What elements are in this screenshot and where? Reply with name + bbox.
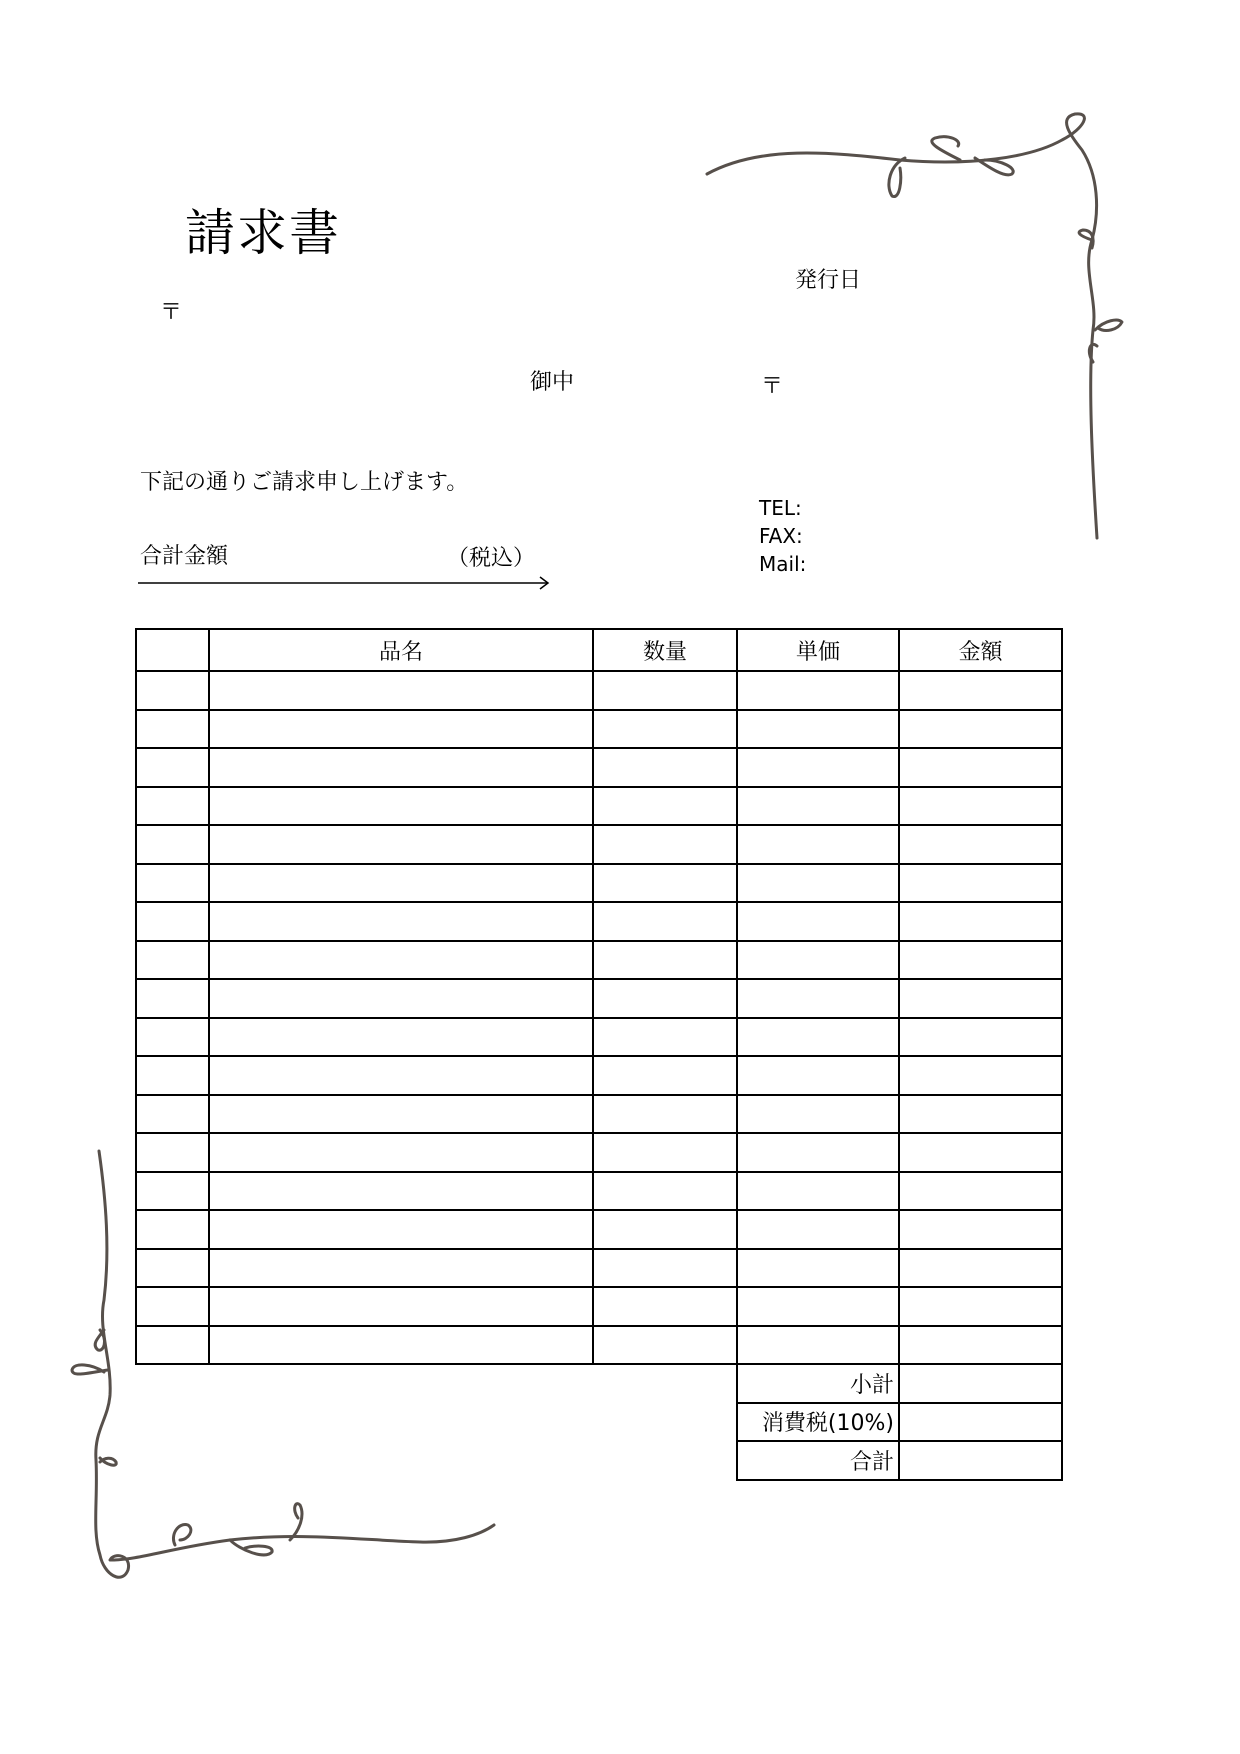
table-row bbox=[136, 1326, 1062, 1365]
table-cell-unit-price bbox=[737, 825, 899, 864]
table-cell-amount bbox=[899, 1056, 1062, 1095]
summary-section bbox=[136, 1364, 1062, 1480]
table-cell-quantity bbox=[593, 979, 737, 1018]
vine-curl bbox=[889, 158, 905, 197]
sender-fax-label: FAX: bbox=[759, 524, 803, 548]
subtotal-label: 小計 bbox=[737, 1364, 899, 1403]
table-cell-unit-price bbox=[737, 1133, 899, 1172]
table-row bbox=[136, 941, 1062, 980]
vine-curl bbox=[1089, 344, 1097, 362]
table-cell-index bbox=[136, 825, 209, 864]
page-title: 請求書 bbox=[185, 204, 341, 262]
table-cell-item-name bbox=[209, 1172, 593, 1211]
table-cell-unit-price bbox=[737, 1210, 899, 1249]
table-cell-quantity bbox=[593, 1095, 737, 1134]
sender-postal-mark: 〒 bbox=[761, 374, 784, 399]
tax-included-note: （税込） bbox=[447, 546, 536, 571]
table-row bbox=[136, 1287, 1062, 1326]
table-row bbox=[136, 787, 1062, 826]
table-cell-index bbox=[136, 1018, 209, 1057]
summary-spacer bbox=[136, 1364, 737, 1403]
vine-curl bbox=[932, 137, 960, 160]
table-cell-amount bbox=[899, 1287, 1062, 1326]
issue-date-label: 発行日 bbox=[795, 268, 862, 293]
table-cell-quantity bbox=[593, 1287, 737, 1326]
vine-curl bbox=[173, 1525, 190, 1545]
table-cell-quantity bbox=[593, 864, 737, 903]
table-row bbox=[136, 864, 1062, 903]
table-cell-index bbox=[136, 710, 209, 749]
table-cell-index bbox=[136, 787, 209, 826]
table-cell-item-name bbox=[209, 941, 593, 980]
grand-total-label: 合計 bbox=[737, 1441, 899, 1480]
table-cell-unit-price bbox=[737, 787, 899, 826]
vine-curl bbox=[230, 1540, 272, 1555]
table-cell-item-name bbox=[209, 671, 593, 710]
table-cell-index bbox=[136, 1210, 209, 1249]
summary-spacer bbox=[136, 1441, 737, 1480]
table-row bbox=[136, 1056, 1062, 1095]
table-cell-amount bbox=[899, 1095, 1062, 1134]
table-cell-unit-price bbox=[737, 1056, 899, 1095]
table-cell-item-name bbox=[209, 1056, 593, 1095]
table-cell-quantity bbox=[593, 1172, 737, 1211]
table-row bbox=[136, 979, 1062, 1018]
recipient-postal-mark: 〒 bbox=[160, 300, 183, 325]
table-cell-item-name bbox=[209, 1095, 593, 1134]
subtotal-value bbox=[899, 1364, 1062, 1403]
table-row bbox=[136, 1172, 1062, 1211]
table-cell-quantity bbox=[593, 787, 737, 826]
table-cell-unit-price bbox=[737, 1172, 899, 1211]
table-row bbox=[136, 1210, 1062, 1249]
table-cell-unit-price bbox=[737, 1326, 899, 1365]
table-cell-unit-price bbox=[737, 941, 899, 980]
sender-tel-label: TEL: bbox=[759, 496, 802, 520]
header-item-name: 品名 bbox=[209, 629, 593, 671]
table-cell-amount bbox=[899, 825, 1062, 864]
table-cell-index bbox=[136, 941, 209, 980]
vine-decoration-top-right bbox=[707, 114, 1122, 538]
table-cell-unit-price bbox=[737, 710, 899, 749]
table-row bbox=[136, 1018, 1062, 1057]
table-cell-quantity bbox=[593, 1249, 737, 1288]
header-index bbox=[136, 629, 209, 671]
table-cell-index bbox=[136, 1326, 209, 1365]
vine-curl bbox=[100, 1458, 116, 1465]
grand-total-value bbox=[899, 1441, 1062, 1480]
table-cell-quantity bbox=[593, 710, 737, 749]
consumption-tax-value bbox=[899, 1403, 1062, 1442]
table-cell-item-name bbox=[209, 902, 593, 941]
table-cell-item-name bbox=[209, 979, 593, 1018]
table-cell-amount bbox=[899, 748, 1062, 787]
table-cell-amount bbox=[899, 1326, 1062, 1365]
table-cell-unit-price bbox=[737, 1095, 899, 1134]
invoice-table bbox=[135, 628, 1063, 1481]
table-cell-item-name bbox=[209, 1287, 593, 1326]
table-cell-item-name bbox=[209, 1249, 593, 1288]
table-cell-quantity bbox=[593, 902, 737, 941]
table-cell-amount bbox=[899, 902, 1062, 941]
table-cell-index bbox=[136, 1287, 209, 1326]
table-row bbox=[136, 1095, 1062, 1134]
table-cell-item-name bbox=[209, 1326, 593, 1365]
table-cell-quantity bbox=[593, 1018, 737, 1057]
table-cell-item-name bbox=[209, 748, 593, 787]
table-cell-index bbox=[136, 1249, 209, 1288]
table-cell-amount bbox=[899, 671, 1062, 710]
vine-curl bbox=[1095, 320, 1122, 330]
table-cell-quantity bbox=[593, 941, 737, 980]
table-row bbox=[136, 748, 1062, 787]
sender-mail-label: Mail: bbox=[759, 552, 807, 576]
table-row bbox=[136, 710, 1062, 749]
table-cell-unit-price bbox=[737, 748, 899, 787]
table-cell-amount bbox=[899, 941, 1062, 980]
table-cell-amount bbox=[899, 979, 1062, 1018]
table-cell-unit-price bbox=[737, 864, 899, 903]
table-body bbox=[136, 671, 1062, 1364]
vine-curl bbox=[975, 158, 1013, 175]
greeting-text: 下記の通りご請求申し上げます。 bbox=[140, 470, 469, 495]
vine-curl bbox=[290, 1504, 302, 1540]
table-cell-quantity bbox=[593, 1210, 737, 1249]
table-cell-index bbox=[136, 979, 209, 1018]
table-cell-amount bbox=[899, 1172, 1062, 1211]
header-unit-price: 単価 bbox=[737, 629, 899, 671]
table-cell-index bbox=[136, 1133, 209, 1172]
table-cell-quantity bbox=[593, 671, 737, 710]
header-quantity: 数量 bbox=[593, 629, 737, 671]
table-cell-unit-price bbox=[737, 1249, 899, 1288]
table-cell-quantity bbox=[593, 1056, 737, 1095]
table-cell-amount bbox=[899, 1018, 1062, 1057]
table-cell-amount bbox=[899, 787, 1062, 826]
table-cell-quantity bbox=[593, 1326, 737, 1365]
table-cell-unit-price bbox=[737, 671, 899, 710]
table-cell-amount bbox=[899, 1133, 1062, 1172]
table-cell-amount bbox=[899, 864, 1062, 903]
table-cell-unit-price bbox=[737, 902, 899, 941]
table-cell-unit-price bbox=[737, 1287, 899, 1326]
summary-row-subtotal bbox=[136, 1364, 1062, 1403]
table-cell-amount bbox=[899, 1210, 1062, 1249]
table-cell-amount bbox=[899, 710, 1062, 749]
table-row bbox=[136, 1249, 1062, 1288]
table-cell-index bbox=[136, 1056, 209, 1095]
table-cell-item-name bbox=[209, 1018, 593, 1057]
table-cell-item-name bbox=[209, 1133, 593, 1172]
table-row bbox=[136, 671, 1062, 710]
total-amount-arrow bbox=[138, 577, 548, 589]
table-header-row bbox=[136, 629, 1062, 671]
vine-curl bbox=[72, 1365, 108, 1374]
table-cell-quantity bbox=[593, 825, 737, 864]
table-row bbox=[136, 825, 1062, 864]
table-cell-index bbox=[136, 1095, 209, 1134]
table-cell-item-name bbox=[209, 710, 593, 749]
table-cell-item-name bbox=[209, 864, 593, 903]
vine-curl bbox=[95, 1330, 104, 1350]
table-cell-item-name bbox=[209, 787, 593, 826]
consumption-tax-label: 消費税(10%) bbox=[737, 1403, 899, 1442]
table-cell-quantity bbox=[593, 1133, 737, 1172]
table-cell-item-name bbox=[209, 1210, 593, 1249]
table-cell-amount bbox=[899, 1249, 1062, 1288]
table-cell-index bbox=[136, 1172, 209, 1211]
recipient-honorific: 御中 bbox=[530, 370, 575, 395]
table-row bbox=[136, 1133, 1062, 1172]
table-cell-item-name bbox=[209, 825, 593, 864]
table-cell-index bbox=[136, 671, 209, 710]
summary-row-grand-total bbox=[136, 1441, 1062, 1480]
table-cell-quantity bbox=[593, 748, 737, 787]
table-cell-index bbox=[136, 748, 209, 787]
summary-spacer bbox=[136, 1403, 737, 1442]
vine-stem-top-right bbox=[707, 114, 1097, 538]
vine-curl bbox=[1079, 230, 1093, 248]
arrow-head-icon bbox=[540, 577, 548, 589]
table-cell-unit-price bbox=[737, 1018, 899, 1057]
table-cell-index bbox=[136, 864, 209, 903]
total-amount-label: 合計金額 bbox=[140, 544, 229, 569]
table-row bbox=[136, 902, 1062, 941]
summary-row-consumption-tax bbox=[136, 1403, 1062, 1442]
table-cell-unit-price bbox=[737, 979, 899, 1018]
table-cell-index bbox=[136, 902, 209, 941]
header-amount: 金額 bbox=[899, 629, 1062, 671]
